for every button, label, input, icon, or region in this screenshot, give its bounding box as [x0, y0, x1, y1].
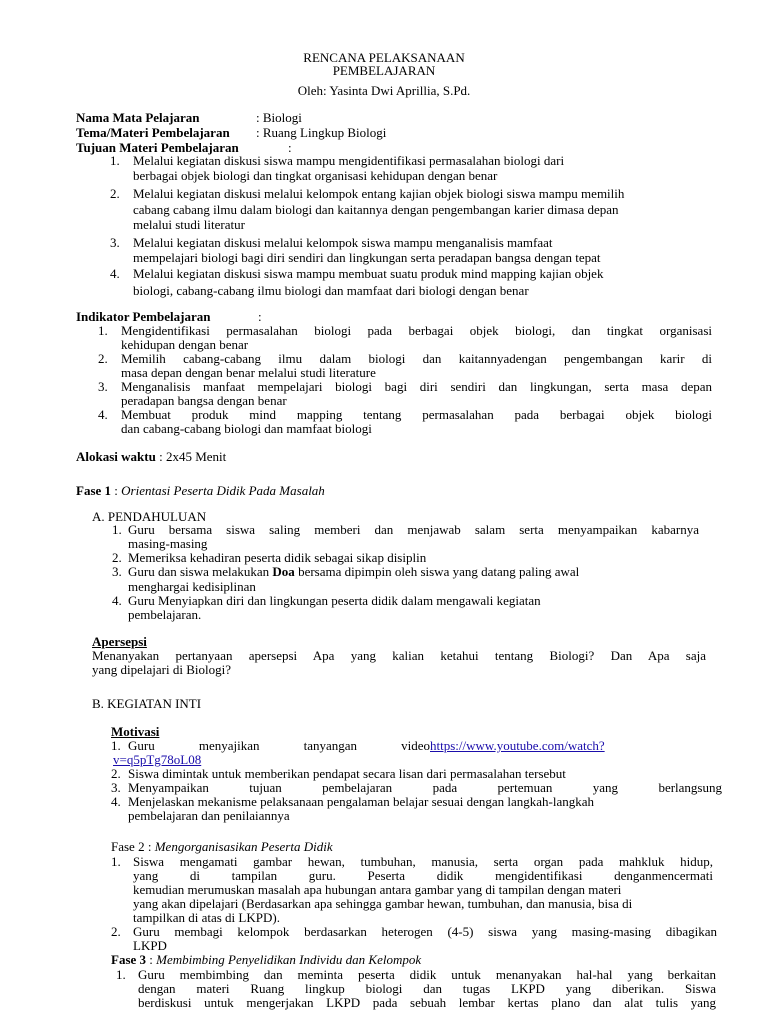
apersepsi-line2: yang dipelajari di Biologi? — [92, 662, 231, 677]
subject-row — [76, 110, 302, 126]
pendahuluan-heading: A. PENDAHULUAN — [92, 509, 207, 524]
inti-2-line1: Siswa dimintak untuk memberikan pendapat secara lisan dari permasalahan tersebut — [128, 766, 566, 781]
pend-3-line1 — [128, 564, 579, 579]
fase3-1-line1: Guru membimbing dan meminta peserta didik untuk menanyakan hal-hal yang berkaitan — [138, 967, 716, 982]
fase3-1-num: 1. — [116, 967, 126, 982]
pend-1-line1: Guru bersama siswa saling memberi dan menjawab salam serta menyampaikan kabarnya — [128, 522, 699, 537]
inti-3-num: 3. — [111, 780, 121, 795]
goal-3-line2: mempelajari biologi bagi diri sendiri dan lingkungan serta peradapan bangsa dengan tepat — [133, 250, 601, 265]
theme-value: : Ruang Lingkup Biologi — [256, 125, 387, 140]
pend-3-line2: menghargai kedisiplinan — [128, 579, 256, 594]
theme-row — [76, 125, 386, 141]
inti-1-line1 — [128, 738, 662, 753]
indicators-row — [76, 309, 262, 324]
indicator-3-line2: peradapan bangsa dengan benar — [121, 393, 287, 408]
fase2-label: Fase 2 — [111, 839, 145, 854]
goal-4-num: 4. — [110, 266, 120, 281]
subject-value: : Biologi — [256, 110, 302, 125]
pend-1-line2: masing-masing — [128, 536, 208, 551]
inti-4-line1: Menjelaskan mekanisme pelaksanaan pengalaman belajar sesuai dengan langkah-langkah — [128, 794, 595, 809]
fase3-heading — [111, 952, 421, 967]
pend-2-num: 2. — [112, 550, 122, 565]
fase2-heading — [111, 839, 333, 854]
indicator-1-num: 1. — [98, 323, 108, 338]
video-link-cont[interactable]: v=q5pTg78oL08 — [113, 752, 202, 767]
goal-2-line3: melalui studi literatur — [133, 217, 245, 232]
pend-4-num: 4. — [112, 593, 122, 608]
goal-1-line2: berbagai objek biologi dan tingkat organisasi kehidupan dengan benar — [133, 168, 498, 183]
indicator-3-line1: Menganalisis manfaat mempelajari biologi bagi diri sendiri dan lingkungan, serta masa depan — [121, 379, 712, 394]
fase2-1-line1: Siswa mengamati gambar hewan, tumbuhan, manusia, serta organ pada mahkluk hidup, — [133, 854, 713, 869]
fase3-1-line3: berdiskusi untuk mengerjakan LKPD pada sebuah lembar kertas plano dan alat tulis yang — [138, 995, 716, 1010]
apersepsi-heading: Apersepsi — [92, 634, 147, 649]
indicator-4-line1: Membuat produk mind mapping tentang permasalahan pada berbagai objek biologi — [121, 407, 712, 422]
fase2-1-line3: kemudian merumuskan masalah apa hubungan antara gambar yang di tampilan dengan materi — [133, 882, 622, 897]
goal-4-line2: biologi, cabang-cabang ilmu biologi dan mamfaat dari biologi dengan benar — [133, 283, 529, 298]
pend-1-num: 1. — [112, 522, 122, 537]
indicator-1-line1: Mengidentifikasi permasalahan biologi pada berbagai objek biologi, dan tingkat organisasi — [121, 323, 712, 338]
indicator-1-line2: kehidupan dengan benar — [121, 337, 249, 352]
pend-3-line1-c: bersama dipimpin oleh siswa yang datang paling awal — [294, 564, 580, 579]
goal-3-line1: Melalui kegiatan diskusi melalui kelompok siswa mampu menganalisis mamfaat — [133, 235, 553, 250]
fase2-2-line1: Guru membagi kelompok berdasarkan heterogen (4-5) siswa yang masing-masing dibagikan — [133, 924, 717, 939]
fase3-sep: : — [146, 952, 157, 967]
subject-key: Nama Mata Pelajaran — [76, 110, 200, 125]
fase2-2-line2: LKPD — [133, 938, 167, 953]
fase2-1-line4: yang akan dipelajari (Berdasarkan apa sehingga gambar hewan, tumbuhan, dan manusia, bisa di — [133, 896, 633, 911]
doc-title-line2: PEMBELAJARAN — [332, 63, 436, 78]
doc-author: Oleh: Yasinta Dwi Aprillia, S.Pd. — [297, 83, 471, 98]
apersepsi-line1: Menanyakan pertanyaan apersepsi Apa yang kalian ketahui tentang Biologi? Dan Apa saja — [92, 648, 706, 663]
pend-2-line1: Memeriksa kehadiran peserta didik sebagai sikap disiplin — [128, 550, 427, 565]
goal-2-line1: Melalui kegiatan diskusi melalui kelompok entang kajian objek biologi siswa mampu memilih — [133, 186, 625, 201]
inti-2-num: 2. — [111, 766, 121, 781]
doc-title-line1: RENCANA PELAKSANAAN — [303, 50, 465, 65]
time-row — [76, 449, 226, 464]
goals-colon: : — [288, 140, 292, 155]
fase2-1-line5: tampilkan di atas di LKPD). — [133, 910, 280, 925]
fase2-1-line2: yang di tampilan guru. Peserta didik mengidentifikasi denganmencermati — [133, 868, 713, 883]
fase1-label: Fase 1 — [76, 483, 112, 498]
inti-heading: B. KEGIATAN INTI — [92, 696, 202, 711]
goal-2-line2: cabang cabang ilmu dalam biologi dan kaitannya dengan pengembangan karier dimasa depan — [133, 202, 619, 217]
fase2-title: Mengorganisasikan Peserta Didik — [154, 839, 333, 854]
time-value: : 2x45 Menit — [155, 449, 227, 464]
fase2-sep: : — [144, 839, 155, 854]
indicator-2-num: 2. — [98, 351, 108, 366]
goal-3-num: 3. — [110, 235, 120, 250]
indicator-3-num: 3. — [98, 379, 108, 394]
goal-2-num: 2. — [110, 186, 120, 201]
fase2-1-num: 1. — [111, 854, 121, 869]
fase3-1-line2: dengan materi Ruang lingkup biologi dan tugas LKPD yang diberikan. Siswa — [138, 981, 716, 996]
inti-1-num: 1. — [111, 738, 121, 753]
fase2-2-num: 2. — [111, 924, 121, 939]
indicator-4-line2: dan cabang-cabang biologi dan mamfaat biologi — [121, 421, 372, 436]
motivasi-heading: Motivasi — [111, 724, 160, 739]
inti-3-line1: Menyampaikan tujuan pembelajaran pada pertemuan yang berlangsung — [128, 780, 722, 795]
goal-1-line1: Melalui kegiatan diskusi siswa mampu mengidentifikasi permasalahan biologi dari — [133, 153, 565, 168]
pend-3-num: 3. — [112, 564, 122, 579]
indicator-2-line2: masa depan dengan benar melalui studi literature — [121, 365, 376, 380]
video-link[interactable]: https://www.youtube.com/watch? — [430, 738, 605, 753]
fase3-title: Membimbing Penyelidikan Individu dan Kelompok — [156, 952, 422, 967]
pend-3-line1-a: Guru dan siswa melakukan — [128, 564, 273, 579]
fase3-label: Fase 3 — [111, 952, 147, 967]
inti-4-line2: pembelajaran dan penilaiannya — [128, 808, 290, 823]
goal-4-line1: Melalui kegiatan diskusi siswa mampu membuat suatu produk mind mapping kajian objek — [133, 266, 604, 281]
fase1-heading — [76, 483, 325, 498]
pend-3-line1-doa: Doa — [272, 564, 295, 579]
indicators-colon: : — [258, 309, 262, 324]
time-key: Alokasi waktu — [76, 449, 156, 464]
pend-4-line2: pembelajaran. — [128, 607, 202, 622]
indicators-key: Indikator Pembelajaran — [76, 309, 211, 324]
pend-4-line1: Guru Menyiapkan diri dan lingkungan peserta didik dalam mengawali kegiatan — [128, 593, 541, 608]
indicator-2-line1: Memilih cabang-cabang ilmu dalam biologi dan kaitannyadengan pengembangan karir di — [121, 351, 712, 366]
goals-key: Tujuan Materi Pembelajaran — [76, 140, 239, 155]
fase1-sep: : — [111, 483, 122, 498]
goal-1-num: 1. — [110, 153, 120, 168]
inti-1-text: Guru menyajikan tanyangan video — [128, 738, 430, 753]
inti-1-line2 — [113, 752, 201, 767]
fase1-title: Orientasi Peserta Didik Pada Masalah — [121, 483, 325, 498]
theme-key: Tema/Materi Pembelajaran — [76, 125, 230, 140]
inti-4-num: 4. — [111, 794, 121, 809]
indicator-4-num: 4. — [98, 407, 108, 422]
